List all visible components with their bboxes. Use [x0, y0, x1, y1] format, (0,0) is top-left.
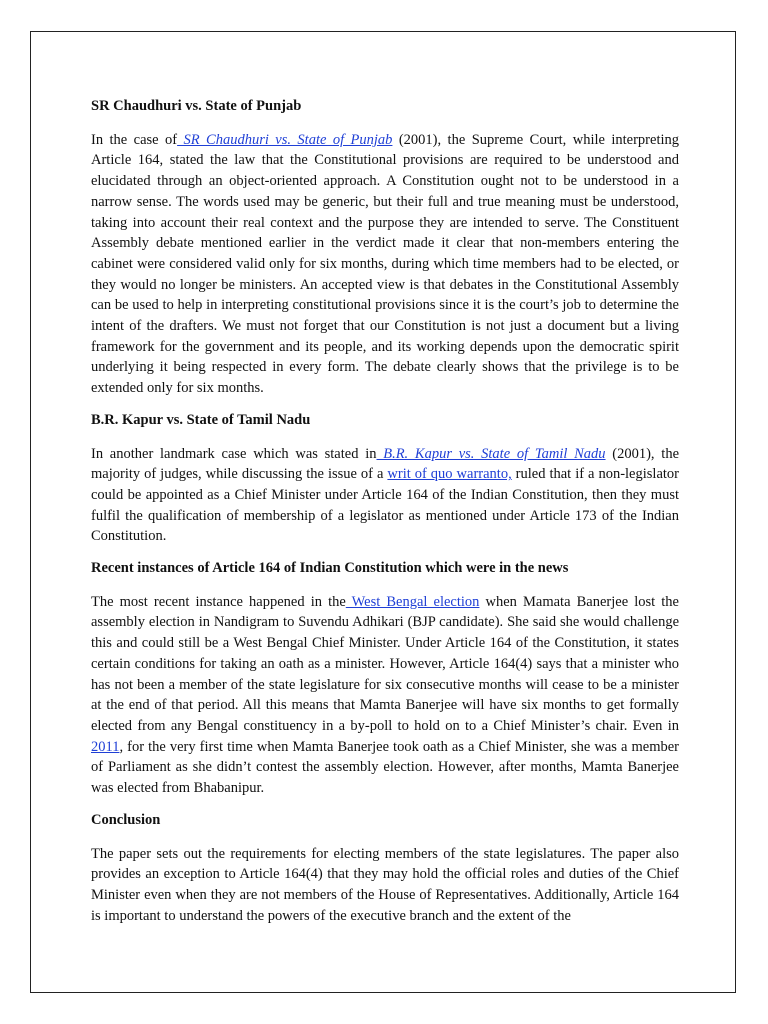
link-writ-of-quo-warranto[interactable]: writ of quo warranto,: [387, 466, 512, 483]
paragraph-text: The most recent instance happened in the: [91, 593, 346, 610]
section-paragraph-br-kapur: [91, 444, 679, 548]
section-heading-br-kapur: B.R. Kapur vs. State of Tamil Nadu: [91, 411, 311, 428]
paragraph-text: when Mamata Banerjee lost the assembly election in Nandigram to Suvendu Adhikari (BJP candidate). She said she would challenge this and could still be a West Bengal Chief Minister. Under Article 164 of the Constitution, it states certain conditions for taking an oath as a minister. However, Article 164(4) says that a minister who has not been a member of the state legislature for six consecutive months will cease to be a minister at the end of that period. All this means that Mamta Banerjee will have six months to get formally elected from any Bengal constituency in a by-poll to hold on to a Chief Minister’s chair. Even in: [91, 593, 679, 734]
paragraph-text: ruled that if a non-legislator could be appointed as a Chief Minister under Article 164 of the Indian Constitution, then they must fulfil the qualification of membership of a legislator as mentioned under Article 173 of the Indian Constitution.: [91, 466, 679, 545]
document-page: [30, 31, 736, 993]
section-heading-conclusion: Conclusion: [91, 811, 161, 828]
document-content: [91, 96, 679, 937]
link-west-bengal-election[interactable]: West Bengal election: [345, 593, 480, 610]
section-heading-sr-chaudhuri: SR Chaudhuri vs. State of Punjab: [91, 98, 302, 114]
link-br-kapur-case[interactable]: B.R. Kapur vs. State of Tamil Nadu: [376, 445, 606, 462]
paragraph-text: (2001), the Supreme Court, while interpreting Article 164, stated the law that the Constitutional provisions are required to be understood and elucidated through an object-oriented approach. A Constitution ought not to be understood in a narrow sense. The words used may be generic, but their full and true meaning must be understood, taking into account their real context and the purpose they are intended to serve. The Constituent Assembly debate mentioned earlier in the verdict made it clear that non-members entering the cabinet were considered valid only for six months, during which time members had to be elected, or they would no longer be ministers. An accepted view is that debates in the Constitutional Assembly can be used to help in interpreting constitutional provisions since it is the court’s job to determine the intent of the drafters. We must not forget that our Constitution is not just a document but a living framework for the government and its people, and its working depends upon the democratic spirit underlying it being respected in every form. The debate clearly shows that the privilege is to be extended only for six months.: [91, 131, 680, 397]
section-paragraph-recent-instances: [91, 592, 679, 799]
paragraph-text: In the case of: [91, 131, 178, 148]
section-heading-recent-instances: Recent instances of Article 164 of Indian Constitution which were in the news: [91, 560, 569, 577]
section-paragraph-conclusion: [91, 844, 679, 927]
paragraph-text: In another landmark case which was stated in: [91, 445, 377, 462]
link-2011[interactable]: 2011: [91, 738, 120, 755]
link-sr-chaudhuri-case[interactable]: SR Chaudhuri vs. State of Punjab: [177, 131, 393, 148]
paragraph-text: , for the very first time when Mamta Banerjee took oath as a Chief Minister, she was a member of Parliament as she didn’t contest the assembly election. However, after months, Mamta Banerjee was elected from Bhabanipur.: [91, 738, 679, 797]
section-paragraph-sr-chaudhuri: [91, 130, 679, 399]
paragraph-text: (2001), the majority of judges, while discussing the issue of a: [91, 445, 680, 483]
paragraph-text: The paper sets out the requirements for electing members of the state legislatures. The paper also provides an exception to Article 164(4) that they may hold the official roles and duties of the Chief Minister even when they are not members of the House of Representatives. Additionally, Article 164 is important to understand the powers of the executive branch and the extent of the: [91, 845, 679, 924]
